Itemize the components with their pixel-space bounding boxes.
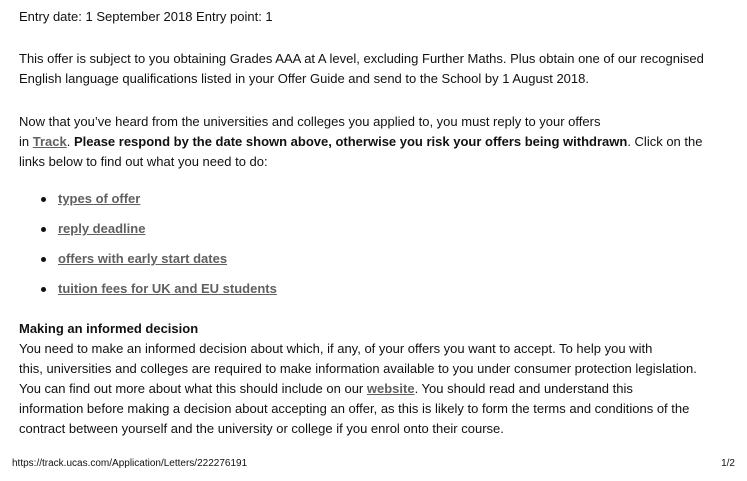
- footer-url: https://track.ucas.com/Application/Letters/222276191: [12, 458, 248, 469]
- decision-line-1: You need to make an informed decision about which, if any, of your offers you want to accept. To help you with: [19, 341, 653, 356]
- reply-period: .: [66, 134, 74, 149]
- decision-line-4: information before making a decision about accepting an offer, as this is likely to form the terms and conditions of the: [19, 401, 690, 416]
- informed-decision-section: [19, 319, 697, 439]
- reply-line-2: [19, 132, 702, 152]
- reply-line-1: Now that you’ve heard from the universities and colleges you applied to, you must reply to your offers: [19, 114, 601, 129]
- section-heading: Making an informed decision: [19, 321, 199, 336]
- decision-line-2: this, universities and colleges are required to make information available to you under consumer protection legislation.: [19, 361, 697, 376]
- early-start-dates-link[interactable]: offers with early start dates: [58, 251, 228, 266]
- decision-line-3-suffix: . You should read and understand this: [414, 381, 633, 396]
- tuition-fees-link[interactable]: tuition fees for UK and EU students: [58, 281, 277, 296]
- bullet-icon: [41, 287, 46, 292]
- offer-line-1: This offer is subject to you obtaining Grades AAA at A level, excluding Further Maths. Plus obtain one of our recognised: [19, 51, 704, 66]
- offer-line-2: English language qualifications listed in your Offer Guide and send to the School by 1 August 2018.: [19, 71, 589, 86]
- offer-conditions: [19, 49, 704, 89]
- help-links-list: [19, 189, 277, 309]
- track-link[interactable]: Track: [32, 134, 67, 149]
- website-link[interactable]: website: [366, 381, 415, 396]
- bullet-icon: [41, 197, 46, 202]
- decision-line-3: [19, 379, 697, 399]
- reply-in-prefix: in: [19, 134, 33, 149]
- decision-line-3-prefix: You can find out more about what this should include on our: [19, 381, 367, 396]
- entry-details: Entry date: 1 September 2018 Entry point: 1: [19, 9, 273, 24]
- list-item: [19, 189, 277, 219]
- list-item: [19, 249, 277, 279]
- respond-warning: Please respond by the date shown above, otherwise you risk your offers being withdrawn: [73, 134, 628, 149]
- bullet-icon: [41, 227, 46, 232]
- list-item: [19, 279, 277, 309]
- list-item: [19, 219, 277, 249]
- reply-line-3: links below to find out what you need to do:: [19, 154, 268, 169]
- bullet-icon: [41, 257, 46, 262]
- reply-after-bold: . Click on the: [627, 134, 703, 149]
- reply-instructions: [19, 112, 702, 172]
- types-of-offer-link[interactable]: types of offer: [58, 191, 141, 206]
- decision-line-5: contract between yourself and the university or college if you enrol onto their course.: [19, 421, 504, 436]
- page-number: 1/2: [721, 458, 735, 469]
- reply-deadline-link[interactable]: reply deadline: [58, 221, 146, 236]
